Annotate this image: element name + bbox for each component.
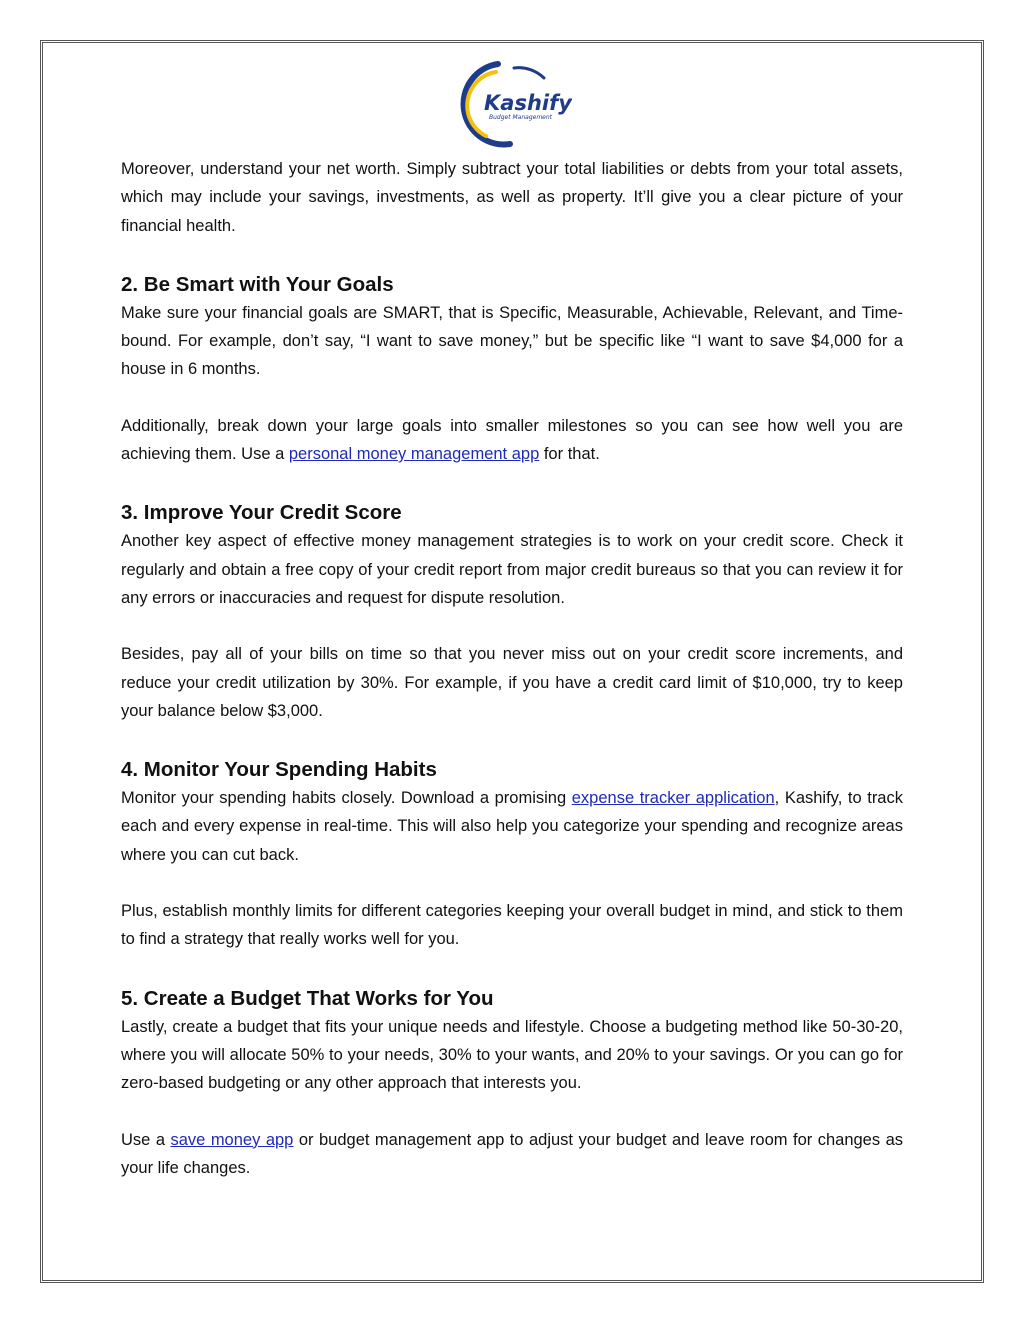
budget-paragraph-app [121, 1126, 903, 1183]
save-money-app-link[interactable]: save money app [170, 1130, 294, 1149]
goals-paragraph-smart: Make sure your financial goals are SMART, that is Specific, Measurable, Achievable, Relevant, and Time-bound. For example, don’t say, “I want to save money,” but be specific like “I want to save $4,000 for a house in 6 months. [121, 303, 903, 379]
budget-paragraph-method: Lastly, create a budget that fits your unique needs and lifestyle. Choose a budgeting method like 50-30-20, where you will allocate 50% to your needs, 30% to your wants, and 20% to your savings. Or you can go for zero-based budgeting or any other approach that interests you. [121, 1017, 903, 1093]
section-heading-credit-score: 3. Improve Your Credit Score [121, 501, 402, 525]
goals-paragraph-milestones [121, 412, 903, 469]
kashify-logo-icon [456, 56, 572, 152]
logo-brand-text: Kashify [484, 91, 572, 115]
logo-tagline-text: Budget Management [489, 114, 553, 121]
expense-tracker-application-link[interactable]: expense tracker application [571, 789, 775, 808]
section-heading-goals: 2. Be Smart with Your Goals [121, 272, 394, 296]
net-worth-paragraph: Moreover, understand your net worth. Simply subtract your total liabilities or debts from your total assets, which may include your savings, investments, as well as property. It’ll give you a clear picture of your financial health. [121, 160, 903, 235]
goals-milestones-tail: for that. [539, 445, 600, 464]
spending-monitor-text: Monitor your spending habits closely. Download a promising [121, 789, 572, 808]
section-heading-spending-habits: 4. Monitor Your Spending Habits [121, 758, 437, 782]
budget-app-text: Use a [121, 1130, 171, 1149]
section-heading-budget: 5. Create a Budget That Works for You [121, 986, 494, 1010]
credit-paragraph-bills: Besides, pay all of your bills on time so that you never miss out on your credit score increments, and reduce your credit utilization by 30%. For example, if you have a credit card limit of $10,000, try to keep your balance below $3,000. [121, 645, 903, 720]
credit-paragraph-check: Another key aspect of effective money management strategies is to work on your credit score. Check it regularly and obtain a free copy of your credit report from major credit bureaus so that you can review it for any errors or inaccuracies and request for dispute resolution. [121, 532, 903, 607]
spending-paragraph-monitor [121, 784, 903, 869]
document-body [121, 155, 903, 1182]
kashify-logo [456, 56, 572, 152]
goals-milestones-text: Additionally, break down your large goals into smaller milestones so you can see how well you are achieving them. Use a [121, 416, 903, 464]
spending-paragraph-limits: Plus, establish monthly limits for different categories keeping your overall budget in mind, and stick to them to find a strategy that really works well for you. [121, 902, 903, 949]
personal-money-management-app-link[interactable]: personal money management app [288, 445, 540, 464]
budget-app-tail: or budget management app to adjust your budget and leave room for changes as your life changes. [121, 1130, 904, 1177]
spending-monitor-tail: , Kashify, to track each and every expense in real-time. This will also help you categorize your spending and recognize areas where you can cut back. [121, 789, 903, 864]
